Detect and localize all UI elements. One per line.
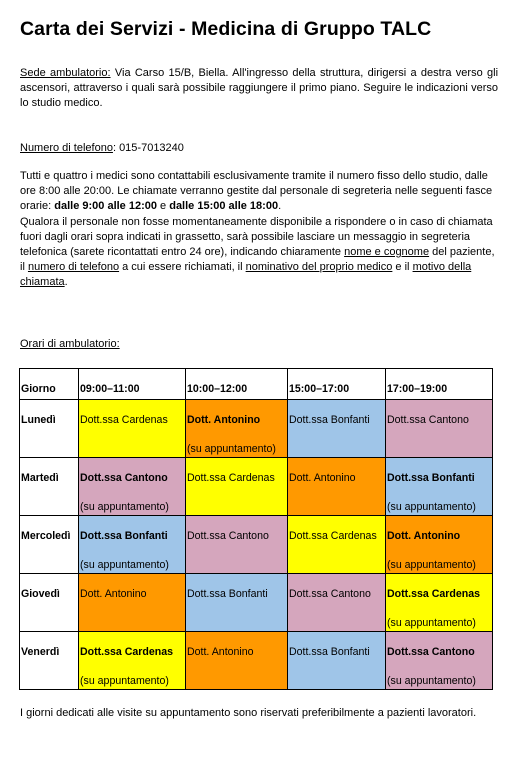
schedule-body [20, 400, 493, 690]
doctor-name: Dott. Antonino [187, 414, 261, 426]
schedule-cell [288, 574, 386, 632]
table-row [20, 400, 493, 458]
doctor-name: Dott.ssa Cardenas [289, 530, 377, 542]
info-underline-1: nome e cognome [344, 246, 430, 259]
info-bold-2: dalle 15:00 alle 18:00 [169, 200, 279, 213]
day-cell [20, 516, 79, 574]
info-bold-1: dalle 9:00 alle 12:00 [54, 200, 157, 213]
schedule-cell [79, 458, 186, 516]
doctor-name: Dott. Antonino [187, 646, 254, 658]
schedule-cell [386, 458, 493, 516]
schedule-table [19, 368, 493, 690]
header-slot-4: 17:00–19:00 [386, 369, 493, 400]
schedule-cell [186, 458, 288, 516]
appointment-note: (su appuntamento) [80, 559, 169, 571]
info-text-1: Tutti e quattro i medici sono contattabili esclusivamente tramite il numero fisso dello studio, dalle ore 8:00 alle 20:00. Le chiamate verranno gestite dal personale di segreteria nelle seguenti fasce orarie: [20, 170, 493, 213]
doctor-name: Dott. Antonino [80, 588, 147, 600]
info-text-4: Qualora il personale non fosse momentaneamente disponibile a rispondere o in caso di chiamata fuori dagli orari sopra indicati in grassetto, sarà possibile lasciare un messaggio in segreteria telefonica (sarete ricontattati entro 24 ore), indicando chiaramente [20, 215, 493, 259]
schedule-cell [79, 516, 186, 574]
doctor-name: Dott.ssa Cantono [80, 472, 168, 484]
doctor-name: Dott.ssa Cardenas [387, 588, 481, 600]
appointment-note: (su appuntamento) [387, 559, 476, 571]
doctor-name: Dott.ssa Cantono [289, 588, 371, 600]
schedule-cell [288, 516, 386, 574]
table-row [20, 516, 493, 574]
schedule-cell [79, 574, 186, 632]
header-slot-2: 10:00–12:00 [186, 369, 288, 400]
doctor-name: Dott.ssa Cardenas [187, 472, 275, 484]
schedule-cell [386, 632, 493, 690]
telefono-text: : 015-7013240 [112, 142, 184, 154]
doctor-name: Dott.ssa Bonfanti [289, 646, 370, 658]
doctor-name: Dott. Antonino [289, 472, 356, 484]
schedule-header-row [20, 369, 493, 400]
info-text-3: . [278, 200, 282, 213]
table-row [20, 632, 493, 690]
orari-label: Orari di ambulatorio: [20, 338, 120, 350]
schedule-cell [79, 632, 186, 690]
schedule-cell [288, 400, 386, 458]
header-slot-1: 09:00–11:00 [79, 369, 186, 400]
day-cell [20, 400, 79, 458]
header-slot-3: 15:00–17:00 [288, 369, 386, 400]
table-row [20, 458, 493, 516]
schedule-cell [386, 400, 493, 458]
doctor-name: Dott.ssa Bonfanti [187, 588, 268, 600]
doctor-name: Dott.ssa Bonfanti [387, 472, 475, 484]
doctor-name: Dott.ssa Cardenas [80, 414, 168, 426]
info-paragraph [20, 169, 498, 291]
doctor-name: Dott.ssa Cantono [187, 530, 269, 542]
schedule-cell [386, 516, 493, 574]
appointment-note: (su appuntamento) [80, 501, 169, 513]
doctor-name: Dott. Antonino [387, 530, 461, 542]
info-text-6: a cui essere richiamati, il [119, 261, 246, 274]
schedule-cell [186, 574, 288, 632]
day-label: Martedì [21, 472, 59, 484]
schedule-cell [79, 400, 186, 458]
schedule-cell [186, 400, 288, 458]
info-underline-4: motivo della chiamata [20, 261, 472, 289]
day-label: Mercoledì [21, 530, 71, 542]
table-row [20, 574, 493, 632]
schedule-cell [186, 632, 288, 690]
header-day: Giorno [20, 369, 79, 400]
doctor-name: Dott.ssa Cantono [387, 646, 475, 658]
day-cell [20, 574, 79, 632]
schedule-cell [288, 632, 386, 690]
day-cell [20, 458, 79, 516]
schedule-cell [186, 516, 288, 574]
info-text-5: del paziente, il [20, 246, 495, 274]
page-title: Carta dei Servizi - Medicina di Gruppo TALC [20, 18, 432, 40]
appointment-note: (su appuntamento) [387, 675, 476, 687]
appointment-note: (su appuntamento) [187, 443, 276, 455]
info-text-8: . [64, 276, 68, 289]
sede-paragraph [20, 66, 498, 112]
appointment-note: (su appuntamento) [387, 617, 476, 629]
doctor-name: Dott.ssa Cantono [387, 414, 469, 426]
info-text-7: e il [392, 261, 413, 274]
footer-note: I giorni dedicati alle visite su appuntamento sono riservati preferibilmente a pazienti lavoratori. [20, 707, 477, 719]
day-cell [20, 632, 79, 690]
info-underline-3: nominativo del proprio medico [245, 261, 393, 274]
info-text-2: e [156, 200, 170, 213]
day-label: Giovedì [21, 588, 60, 600]
info-underline-2: numero di telefono [27, 261, 120, 274]
doctor-name: Dott.ssa Cardenas [80, 646, 174, 658]
telefono-paragraph [20, 141, 498, 156]
day-label: Lunedì [21, 414, 56, 426]
schedule-cell [288, 458, 386, 516]
doctor-name: Dott.ssa Bonfanti [289, 414, 370, 426]
appointment-note: (su appuntamento) [80, 675, 169, 687]
appointment-note: (su appuntamento) [387, 501, 476, 513]
schedule-cell [386, 574, 493, 632]
day-label: Venerdì [21, 646, 60, 658]
doctor-name: Dott.ssa Bonfanti [80, 530, 168, 542]
sede-text: Via Carso 15/B, Biella. All'ingresso della struttura, dirigersi a destra verso gli ascensori, attraverso i quali sarà possibile raggiungere il primo piano. Seguire le indicazioni verso lo studio medico. [20, 67, 499, 110]
telefono-label: Numero di telefono [20, 142, 113, 154]
sede-label: Sede ambulatorio: [20, 67, 111, 79]
